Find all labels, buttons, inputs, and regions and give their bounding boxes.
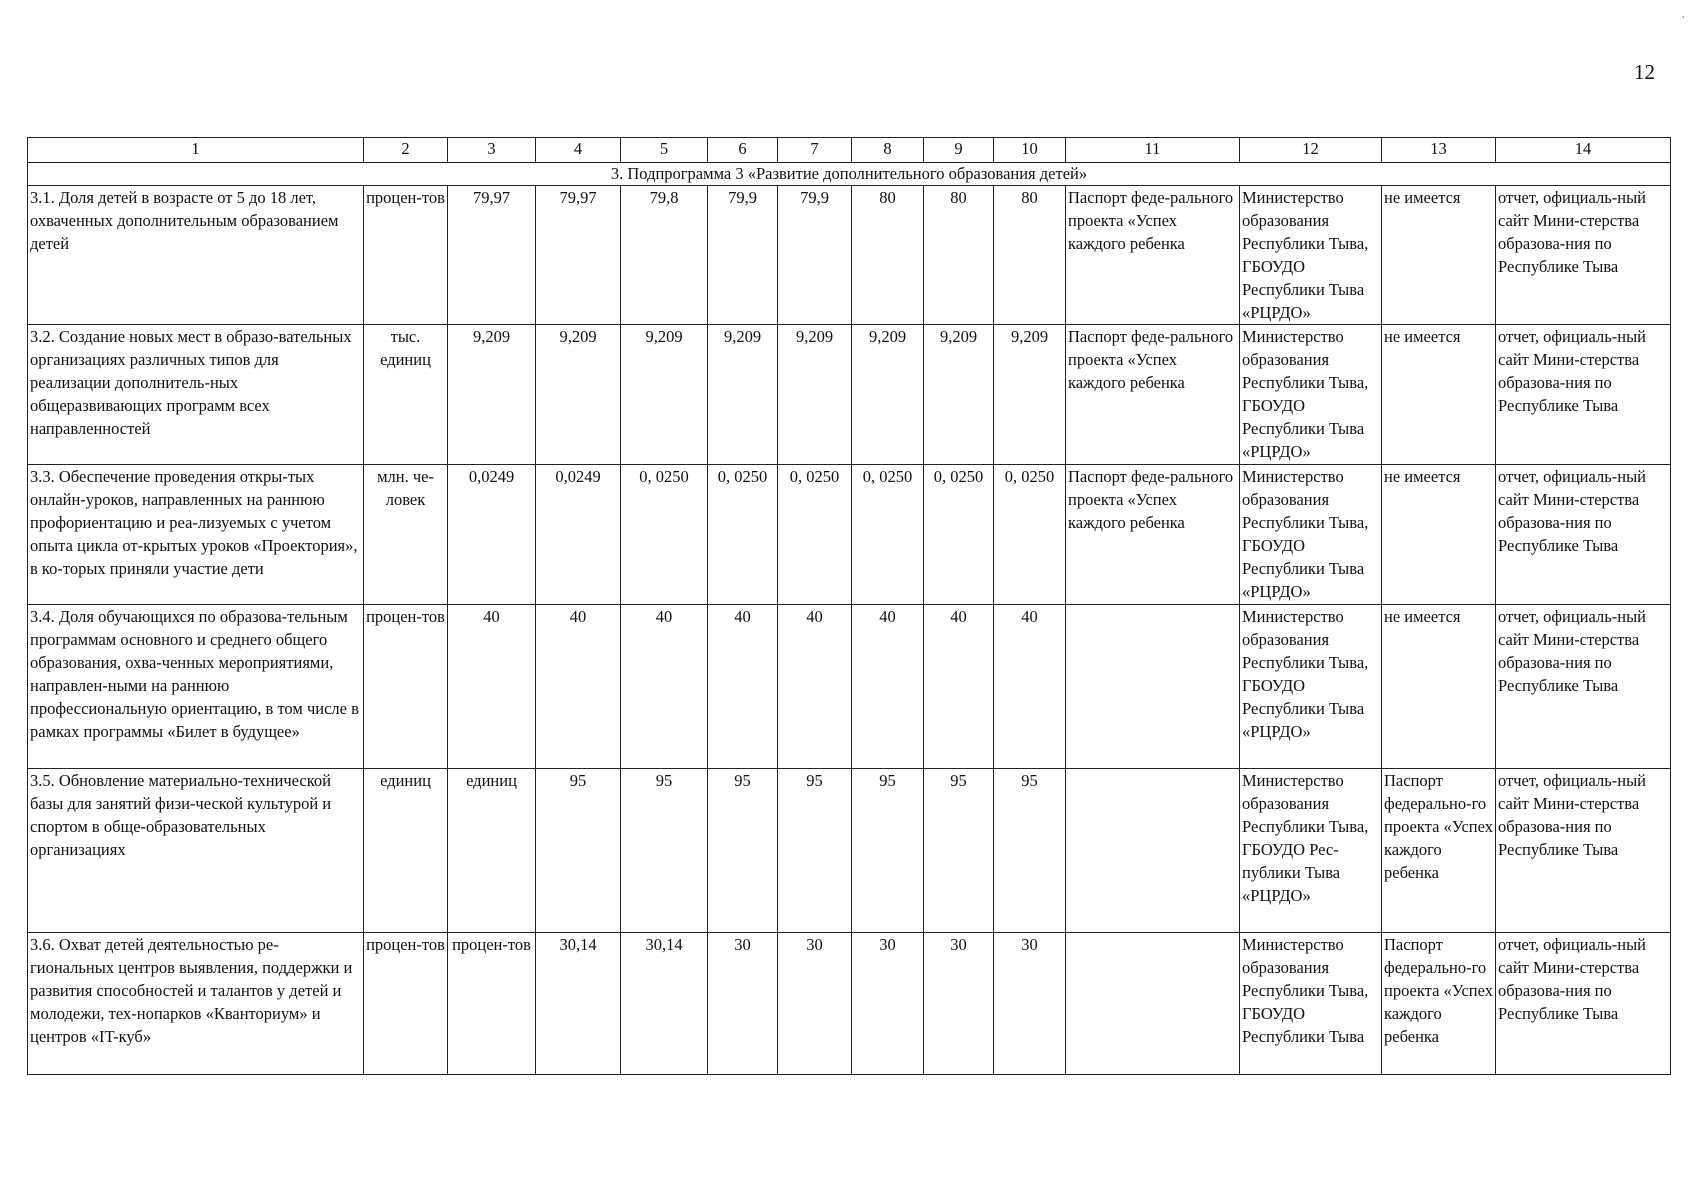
- value-cell: 9,209: [778, 325, 852, 465]
- column-number: 9: [924, 138, 994, 163]
- responsible-cell: Министерство образования Республики Тыва, ГБОУДО Рес-публики Тыва «РЦРДО»: [1240, 769, 1382, 933]
- responsible-cell: Министерство образования Республики Тыва, ГБОУДО Республики Тыва «РЦРДО»: [1240, 465, 1382, 605]
- column-number-row: [28, 138, 1671, 163]
- responsible-cell: Министерство образования Республики Тыва, ГБОУДО Республики Тыва «РЦРДО»: [1240, 186, 1382, 325]
- value-cell: 9,209: [708, 325, 778, 465]
- source-cell: [1066, 933, 1240, 1075]
- value-cell: 79,9: [708, 186, 778, 325]
- unit-cell: единиц: [364, 769, 448, 933]
- value-cell: 0,0249: [448, 465, 536, 605]
- value-cell: 95: [994, 769, 1066, 933]
- indicators-table: [27, 137, 1671, 1075]
- column-number: 3: [448, 138, 536, 163]
- value-cell: 40: [924, 605, 994, 769]
- column-number: 10: [994, 138, 1066, 163]
- value-cell: 95: [708, 769, 778, 933]
- value-cell: 95: [536, 769, 621, 933]
- value-cell: 80: [924, 186, 994, 325]
- value-cell: 30,14: [536, 933, 621, 1075]
- column-14-cell: отчет, официаль-ный сайт Мини-стерства образова-ния по Республике Тыва: [1496, 465, 1671, 605]
- table-row: [28, 933, 1671, 1075]
- value-cell: 95: [924, 769, 994, 933]
- value-cell: 0, 0250: [778, 465, 852, 605]
- unit-cell: тыс. единиц: [364, 325, 448, 465]
- value-cell: 30: [924, 933, 994, 1075]
- value-cell: 30: [852, 933, 924, 1075]
- unit-cell: процен-тов: [364, 933, 448, 1075]
- indicator-name: 3.3. Обеспечение проведения откры-тых онлайн-уроков, направленных на раннюю профориентацию и реа-лизуемых с учетом опыта цикла от-крытых уроков «Проектория», в ко-торых приняли участие дети: [28, 465, 364, 605]
- scan-speck: `: [1681, 16, 1685, 27]
- value-cell: 40: [621, 605, 708, 769]
- source-cell: Паспорт феде-рального проекта «Успех каждого ребенка: [1066, 325, 1240, 465]
- value-cell: 9,209: [994, 325, 1066, 465]
- source-cell: [1066, 605, 1240, 769]
- column-14-cell: отчет, официаль-ный сайт Мини-стерства образова-ния по Республике Тыва: [1496, 186, 1671, 325]
- table-row: [28, 465, 1671, 605]
- section-title: 3. Подпрограмма 3 «Развитие дополнительного образования детей»: [28, 163, 1671, 186]
- responsible-cell: Министерство образования Республики Тыва, ГБОУДО Республики Тыва «РЦРДО»: [1240, 605, 1382, 769]
- column-13-cell: Паспорт федерально-го проекта «Успех каждого ребенка: [1382, 933, 1496, 1075]
- column-14-cell: отчет, официаль-ный сайт Мини-стерства образова-ния по Республике Тыва: [1496, 769, 1671, 933]
- unit-cell: процен-тов: [364, 605, 448, 769]
- table-row: [28, 186, 1671, 325]
- table-row: [28, 325, 1671, 465]
- value-cell: 80: [852, 186, 924, 325]
- value-cell: 30,14: [621, 933, 708, 1075]
- value-cell: 9,209: [924, 325, 994, 465]
- column-number: 2: [364, 138, 448, 163]
- column-number: 1: [28, 138, 364, 163]
- unit-cell: млн. че-ловек: [364, 465, 448, 605]
- value-cell: 0,0249: [536, 465, 621, 605]
- column-14-cell: отчет, официаль-ный сайт Мини-стерства образова-ния по Республике Тыва: [1496, 605, 1671, 769]
- value-cell: 9,209: [536, 325, 621, 465]
- column-number: 5: [621, 138, 708, 163]
- indicator-name: 3.4. Доля обучающихся по образова-тельным программам основного и среднего общего образования, охва-ченных мероприятиями, направлен-ными на раннюю профессиональную ориентацию, в том числе в рамках программы «Билет в будущее»: [28, 605, 364, 769]
- indicator-name: 3.1. Доля детей в возрасте от 5 до 18 лет, охваченных дополнительным образованием детей: [28, 186, 364, 325]
- value-cell: 0, 0250: [708, 465, 778, 605]
- value-cell: 80: [994, 186, 1066, 325]
- column-number: 12: [1240, 138, 1382, 163]
- column-14-cell: отчет, официаль-ный сайт Мини-стерства образова-ния по Республике Тыва: [1496, 325, 1671, 465]
- value-cell: 30: [708, 933, 778, 1075]
- value-cell: 30: [994, 933, 1066, 1075]
- value-cell: 0, 0250: [924, 465, 994, 605]
- column-number: 7: [778, 138, 852, 163]
- value-cell: 79,97: [536, 186, 621, 325]
- source-cell: Паспорт феде-рального проекта «Успех каждого ребенка: [1066, 186, 1240, 325]
- column-13-cell: не имеется: [1382, 605, 1496, 769]
- value-cell: 79,97: [448, 186, 536, 325]
- page-number: 12: [1634, 60, 1655, 84]
- table-row: [28, 769, 1671, 933]
- value-cell: 9,209: [852, 325, 924, 465]
- value-cell: 40: [994, 605, 1066, 769]
- table-row: [28, 605, 1671, 769]
- value-cell: 0, 0250: [621, 465, 708, 605]
- source-cell: Паспорт феде-рального проекта «Успех каждого ребенка: [1066, 465, 1240, 605]
- column-number: 11: [1066, 138, 1240, 163]
- value-cell: 40: [852, 605, 924, 769]
- column-13-cell: Паспорт федерально-го проекта «Успех каждого ребенка: [1382, 769, 1496, 933]
- responsible-cell: Министерство образования Республики Тыва, ГБОУДО Республики Тыва «РЦРДО»: [1240, 325, 1382, 465]
- column-number: 6: [708, 138, 778, 163]
- column-13-cell: не имеется: [1382, 465, 1496, 605]
- value-cell: единиц: [448, 769, 536, 933]
- value-cell: 79,9: [778, 186, 852, 325]
- value-cell: 95: [852, 769, 924, 933]
- column-number: 8: [852, 138, 924, 163]
- section-header-row: [28, 163, 1671, 186]
- unit-cell: процен-тов: [364, 186, 448, 325]
- column-number: 4: [536, 138, 621, 163]
- value-cell: 9,209: [448, 325, 536, 465]
- indicator-name: 3.5. Обновление материально-технической базы для занятий физи-ческой культурой и спортом в обще-образовательных организациях: [28, 769, 364, 933]
- column-13-cell: не имеется: [1382, 325, 1496, 465]
- value-cell: 95: [621, 769, 708, 933]
- value-cell: 40: [536, 605, 621, 769]
- column-14-cell: отчет, официаль-ный сайт Мини-стерства образова-ния по Республике Тыва: [1496, 933, 1671, 1075]
- column-13-cell: не имеется: [1382, 186, 1496, 325]
- indicator-name: 3.2. Создание новых мест в образо-вательных организациях различных типов для реализации дополнитель-ных общеразвивающих программ всех направленностей: [28, 325, 364, 465]
- value-cell: 0, 0250: [994, 465, 1066, 605]
- value-cell: 30: [778, 933, 852, 1075]
- source-cell: [1066, 769, 1240, 933]
- column-number: 13: [1382, 138, 1496, 163]
- value-cell: 0, 0250: [852, 465, 924, 605]
- column-number: 14: [1496, 138, 1671, 163]
- value-cell: процен-тов: [448, 933, 536, 1075]
- value-cell: 9,209: [621, 325, 708, 465]
- value-cell: 95: [778, 769, 852, 933]
- value-cell: 40: [448, 605, 536, 769]
- responsible-cell: Министерство образования Республики Тыва, ГБОУДО Республики Тыва: [1240, 933, 1382, 1075]
- value-cell: 79,8: [621, 186, 708, 325]
- value-cell: 40: [708, 605, 778, 769]
- indicator-name: 3.6. Охват детей деятельностью ре-гиональных центров выявления, поддержки и развития способностей и талантов у детей и молодежи, тех-нопарков «Кванториум» и центров «IT-куб»: [28, 933, 364, 1075]
- value-cell: 40: [778, 605, 852, 769]
